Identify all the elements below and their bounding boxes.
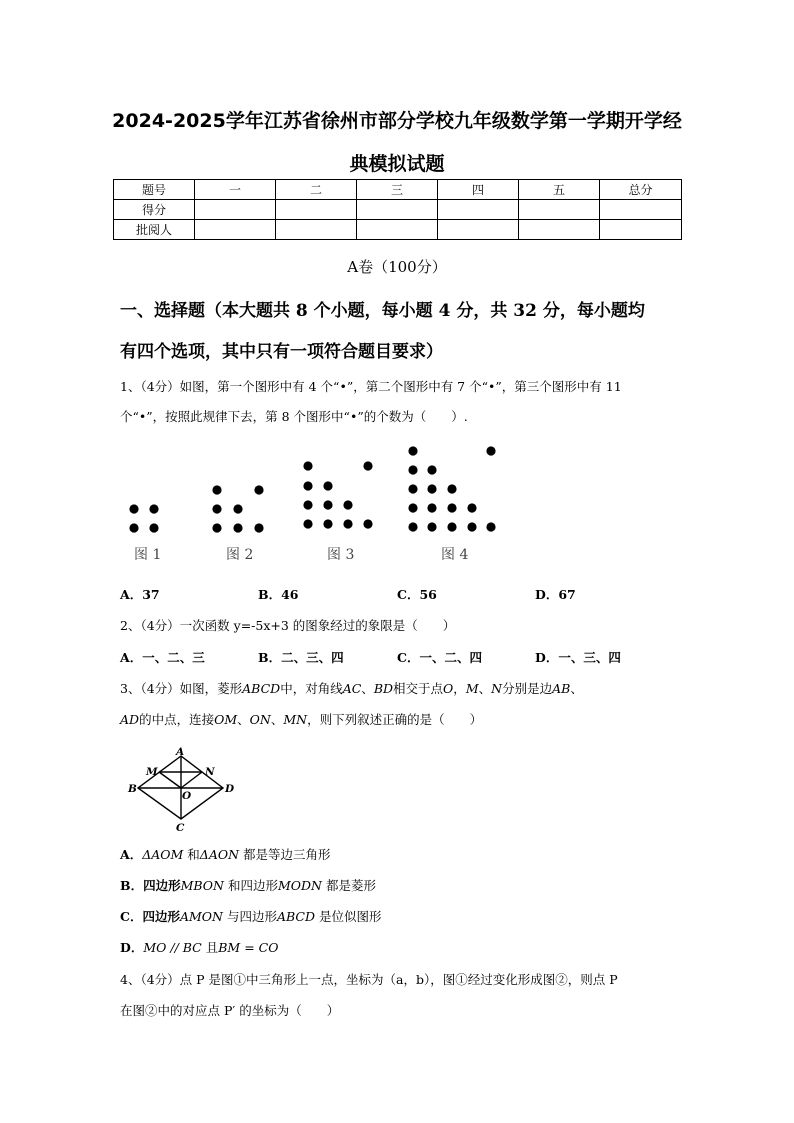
q3-option-a[interactable] <box>120 845 331 863</box>
dot <box>129 523 138 532</box>
section-heading-line1: 一、选择题（本大题共 8 个小题，每小题 4 分，共 32 分，每小题均 <box>120 301 645 321</box>
dot <box>427 484 436 493</box>
table-row <box>114 220 682 240</box>
dot <box>254 485 263 494</box>
q3-option-c[interactable] <box>120 907 381 925</box>
dot <box>343 519 352 528</box>
q3-text: ，则下列叙述正确的是（ ） <box>307 712 483 727</box>
table-header-cell: 三 <box>357 180 438 200</box>
q2-option-a[interactable]: A．一、二、三 <box>120 650 205 665</box>
point-label-a: A <box>176 746 185 758</box>
figure-label: 图 1 <box>134 547 162 563</box>
exam-title-line1: 2024-2025学年江苏省徐州市部分学校九年级数学第一学期开学经 <box>112 110 682 132</box>
q2-option-c[interactable]: C．一、二、四 <box>397 650 482 665</box>
option-text: B．四边形 <box>120 878 181 893</box>
q1-text-line2: 个“•”，按照此规律下去，第 8 个图形中“•”的个数为（ ）. <box>120 409 468 424</box>
q3-text: 的中点，连接 <box>139 712 215 727</box>
table-header-cell: 题号 <box>114 180 195 200</box>
math-n: N <box>491 681 503 696</box>
math-expr: ΔAOM <box>142 847 184 862</box>
row-label: 得分 <box>114 200 195 220</box>
table-header-cell: 总分 <box>600 180 682 200</box>
score-cell <box>195 200 276 220</box>
grader-cell <box>357 220 438 240</box>
volume-label: A卷（100分） <box>347 258 447 276</box>
option-text: 且 <box>201 940 219 955</box>
q3-text: 中，对角线 <box>280 681 343 696</box>
dot <box>303 500 312 509</box>
option-text: 都是菱形 <box>321 878 376 893</box>
math-expr: MO // BC <box>143 940 202 955</box>
dot-pattern-figure <box>120 440 520 568</box>
figure-label: 图 3 <box>327 547 355 563</box>
dot <box>447 503 456 512</box>
dot <box>212 504 221 513</box>
q3-text: 、 <box>478 681 492 696</box>
dot <box>427 503 436 512</box>
score-cell <box>357 200 438 220</box>
math-mn: MN <box>283 712 308 727</box>
dot <box>408 484 417 493</box>
dot <box>149 504 158 513</box>
q3-text: 、 <box>270 712 284 727</box>
section-heading-line2: 有四个选项，其中只有一项符合题目要求） <box>120 342 443 362</box>
q3-text: 、 <box>570 681 583 696</box>
table-header-row <box>114 180 682 200</box>
dot <box>303 519 312 528</box>
dot <box>363 461 372 470</box>
score-cell <box>519 200 600 220</box>
q3-text: 、 <box>361 681 374 696</box>
dot <box>408 465 417 474</box>
point-label-n: N <box>205 766 215 778</box>
grader-cell <box>276 220 357 240</box>
q1-option-a[interactable]: A．37 <box>120 587 160 602</box>
math-expr: MBON <box>180 878 224 893</box>
point-label-b: B <box>128 783 137 795</box>
dot <box>408 503 417 512</box>
score-cell <box>600 200 682 220</box>
dot <box>212 485 221 494</box>
dot <box>323 481 332 490</box>
q4-text-line1: 4、（4分）点 P 是图①中三角形上一点，坐标为（a，b），图①经过变化形成图②，则点 P <box>120 972 618 987</box>
math-expr: ΔAON <box>199 847 240 862</box>
q2-text: 2、（4分）一次函数 y=-5x+3 的图象经过的象限是（ ） <box>120 618 456 633</box>
option-text: 是位似图形 <box>314 909 382 924</box>
table-header-cell: 五 <box>519 180 600 200</box>
math-om: OM <box>214 712 238 727</box>
dot <box>486 446 495 455</box>
option-text: 和四边形 <box>223 878 278 893</box>
dot <box>343 500 352 509</box>
q2-option-b[interactable]: B．二、三、四 <box>258 650 344 665</box>
score-cell <box>438 200 519 220</box>
option-text: D． <box>120 940 144 955</box>
math-abcd: ABCD <box>242 681 281 696</box>
q1-option-d[interactable]: D．67 <box>535 587 576 602</box>
dot <box>467 503 476 512</box>
score-table <box>113 179 682 240</box>
q3-text: 相交于点 <box>393 681 444 696</box>
q3-option-b[interactable] <box>120 876 376 894</box>
table-header-cell: 四 <box>438 180 519 200</box>
figure-label: 图 4 <box>441 547 469 563</box>
rhombus-figure <box>124 745 240 833</box>
grader-cell <box>519 220 600 240</box>
q3-text-line1 <box>120 679 583 697</box>
point-label-o: O <box>182 790 192 802</box>
segment-om <box>159 772 181 788</box>
dot <box>212 523 221 532</box>
q1-option-c[interactable]: C．56 <box>397 587 437 602</box>
math-expr: BM = CO <box>218 940 279 955</box>
option-text: A． <box>120 847 143 862</box>
dot <box>408 446 417 455</box>
math-m: M <box>465 681 479 696</box>
dot <box>129 504 138 513</box>
q4-text-line2: 在图②中的对应点 P′ 的坐标为（ ） <box>120 1003 340 1018</box>
grader-cell <box>195 220 276 240</box>
dot <box>447 522 456 531</box>
dot <box>323 519 332 528</box>
dot <box>149 523 158 532</box>
dot <box>408 522 417 531</box>
dot <box>467 522 476 531</box>
dot <box>233 504 242 513</box>
dot <box>233 523 242 532</box>
q1-text-line1: 1、（4分）如图，第一个图形中有 4 个“•”，第二个图形中有 7 个“•”，第三个图形中有 11 <box>120 379 622 394</box>
dot <box>427 522 436 531</box>
point-label-m: M <box>146 766 158 778</box>
math-ab: AB <box>552 681 571 696</box>
math-expr: ABCD <box>276 909 315 924</box>
q3-text: 分别是边 <box>502 681 553 696</box>
math-bd: BD <box>373 681 394 696</box>
segment-on <box>181 772 202 788</box>
grader-cell <box>600 220 682 240</box>
q3-text: ， <box>453 681 466 696</box>
math-expr: AMON <box>179 909 223 924</box>
exam-title-line2: 典模拟试题 <box>349 153 445 175</box>
math-o: O <box>443 681 454 696</box>
dot <box>254 523 263 532</box>
table-header-cell: 二 <box>276 180 357 200</box>
grader-cell <box>438 220 519 240</box>
table-row <box>114 200 682 220</box>
row-label: 批阅人 <box>114 220 195 240</box>
point-label-c: C <box>176 822 185 833</box>
math-expr: MODN <box>277 878 322 893</box>
dot <box>303 461 312 470</box>
dot <box>363 519 372 528</box>
dot <box>427 465 436 474</box>
dot <box>323 500 332 509</box>
dot <box>447 484 456 493</box>
option-text: 都是等边三角形 <box>239 847 331 862</box>
q3-text-line2 <box>120 710 482 728</box>
figure-label: 图 2 <box>226 547 254 563</box>
math-ad: AD <box>120 712 140 727</box>
option-text: C．四边形 <box>120 909 180 924</box>
q2-option-d[interactable]: D．一、三、四 <box>535 650 621 665</box>
option-text: 和 <box>183 847 200 862</box>
q3-option-d[interactable] <box>120 938 278 956</box>
math-ac: AC <box>342 681 362 696</box>
dot <box>303 481 312 490</box>
q1-option-b[interactable]: B．46 <box>258 587 299 602</box>
point-label-d: D <box>225 783 235 795</box>
q3-text: 3、（4分）如图，菱形 <box>120 681 243 696</box>
table-header-cell: 一 <box>195 180 276 200</box>
dot <box>486 522 495 531</box>
math-on: ON <box>249 712 271 727</box>
score-cell <box>276 200 357 220</box>
q3-text: 、 <box>237 712 250 727</box>
option-text: 与四边形 <box>222 909 277 924</box>
